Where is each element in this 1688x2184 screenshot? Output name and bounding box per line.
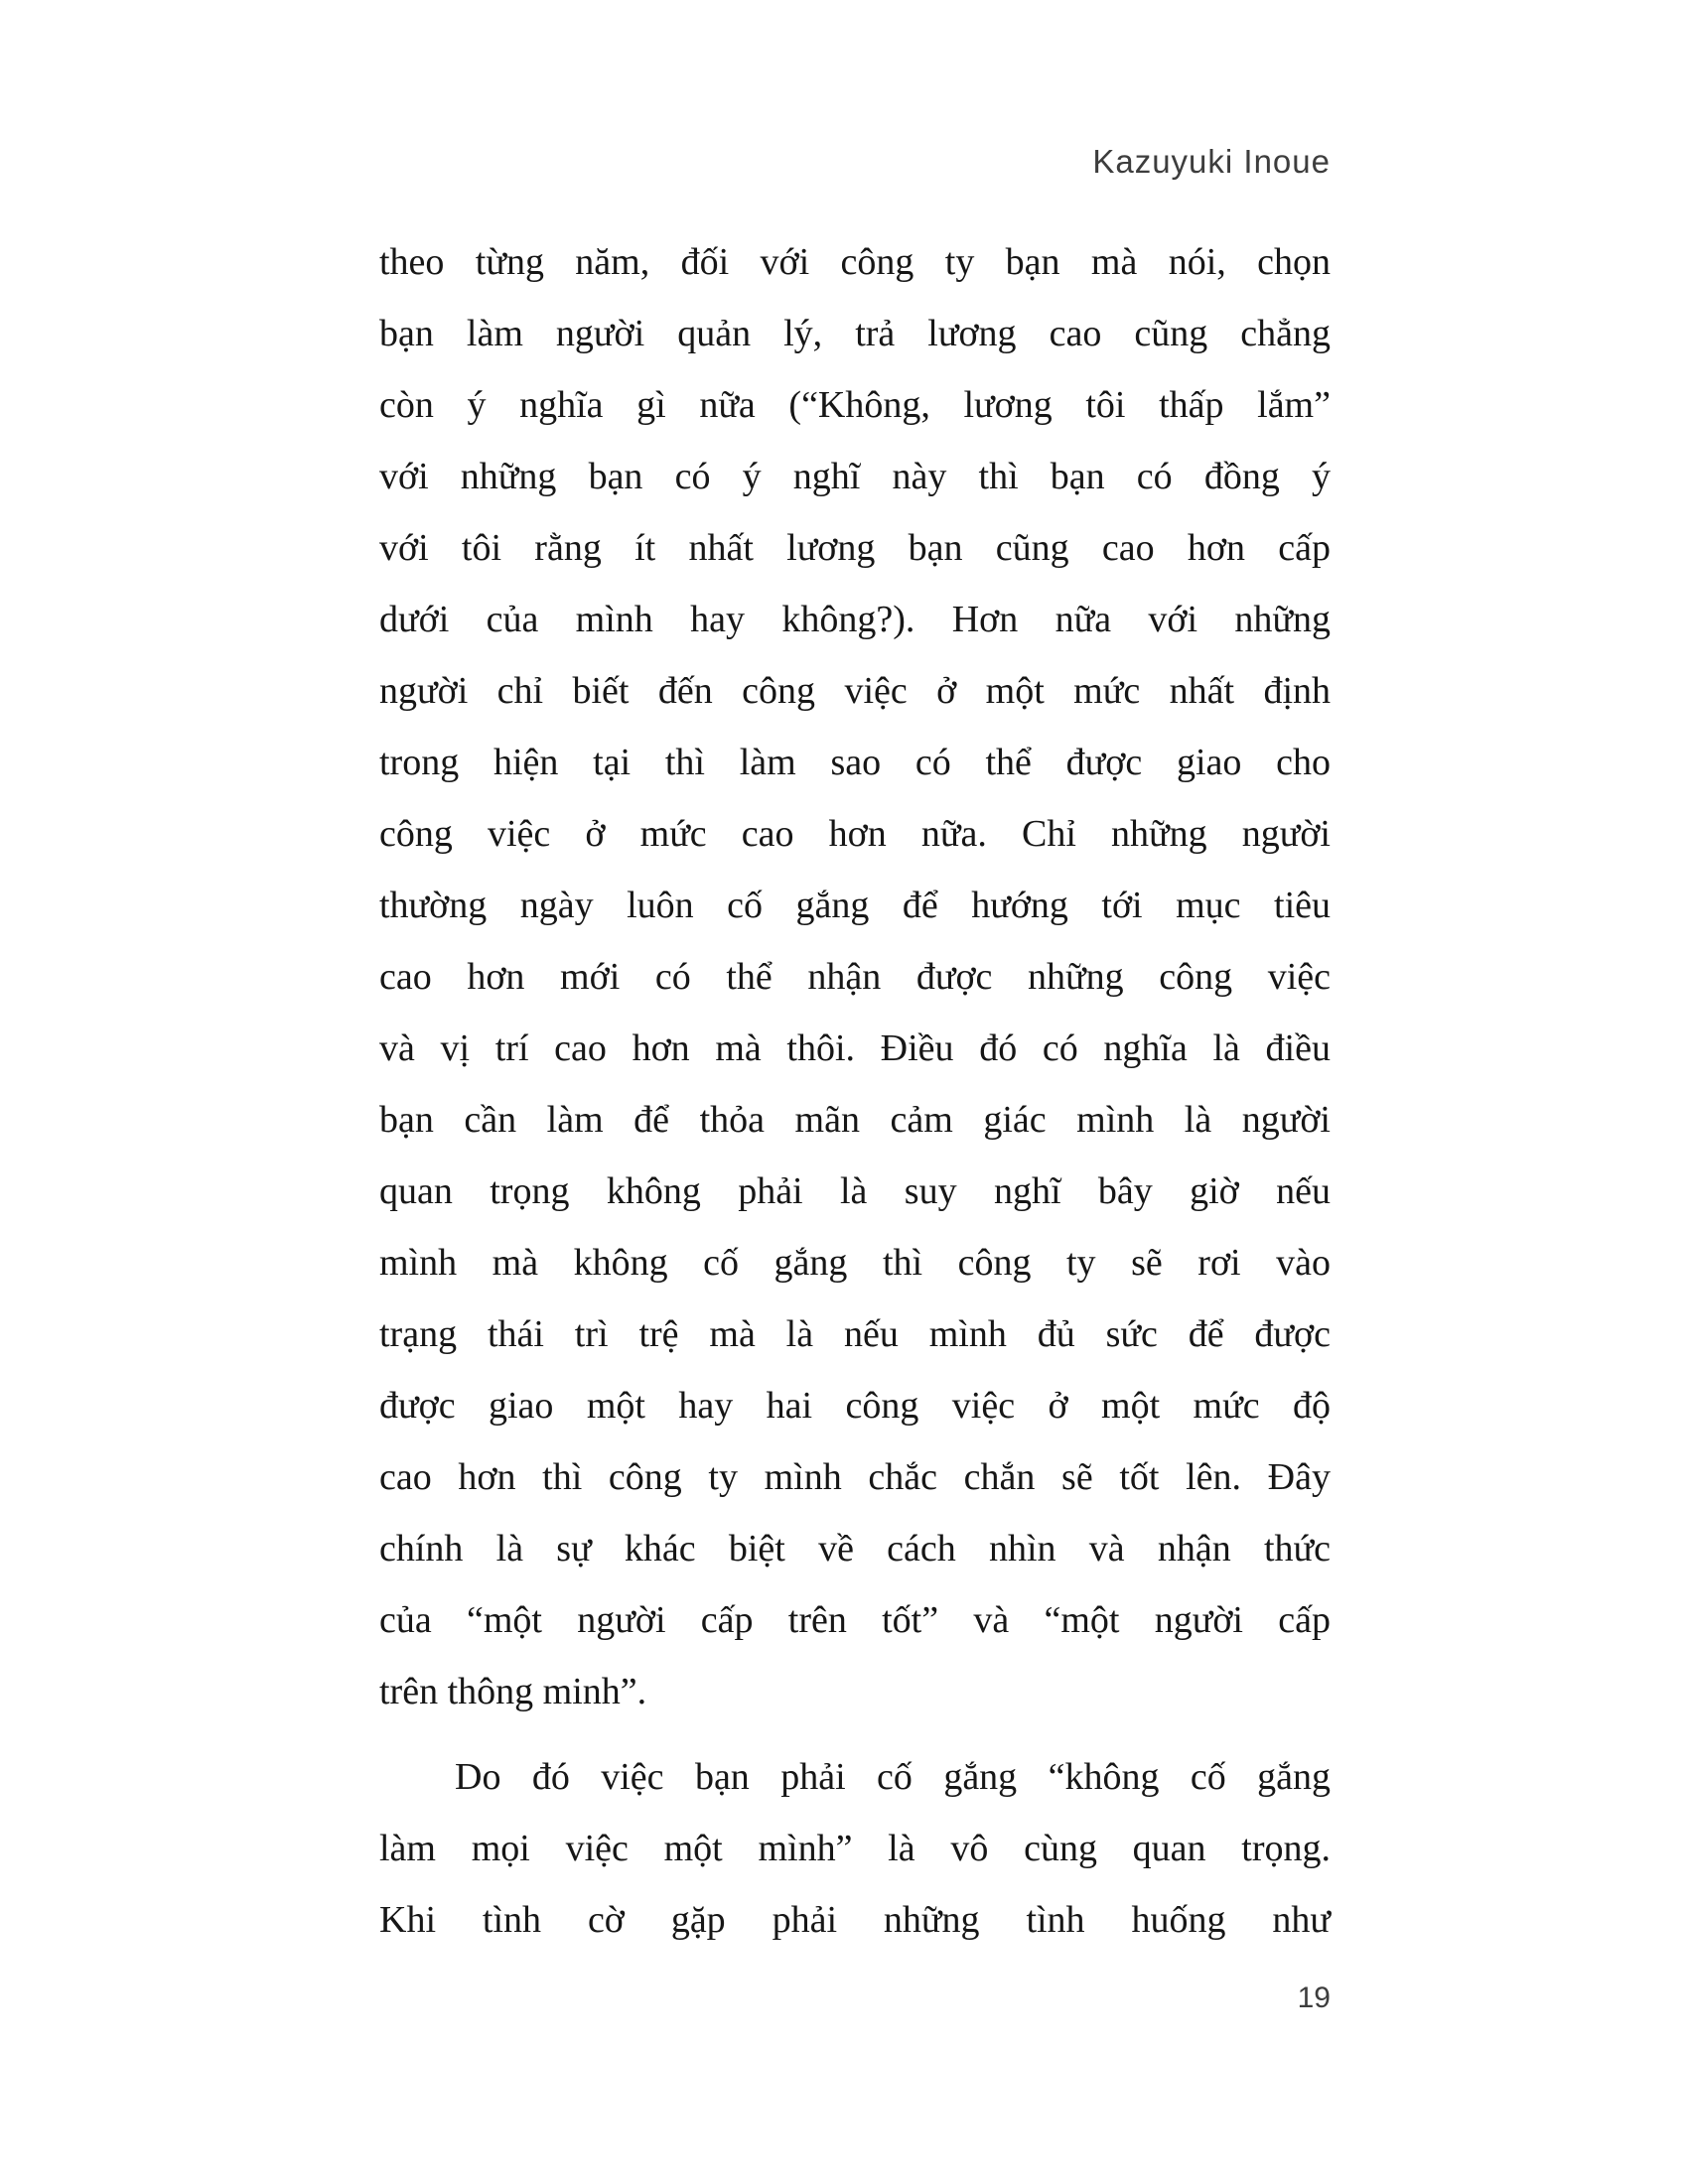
text-line: Do đó việc bạn phải cố gắng “không cố gắng [455,1756,1331,1798]
text-line: bạn làm người quản lý, trả lương cao cũng chẳng [379,313,1331,354]
text-line: quan trọng không phải là suy nghĩ bây giờ nếu [379,1170,1331,1212]
text-line: cao hơn thì công ty mình chắc chắn sẽ tốt lên. Đây [379,1456,1331,1498]
text-line: bạn cần làm để thỏa mãn cảm giác mình là người [379,1099,1331,1141]
paragraph [379,1741,1331,1956]
body-text-block [379,226,1331,1956]
text-line: làm mọi việc một mình” là vô cùng quan trọng. [379,1828,1331,1869]
text-line: người chỉ biết đến công việc ở một mức nhất định [379,670,1331,712]
text-line: dưới của mình hay không?). Hơn nữa với những [379,599,1331,640]
text-line: với những bạn có ý nghĩ này thì bạn có đồng ý [379,456,1331,497]
text-line: của “một người cấp trên tốt” và “một người cấp [379,1599,1331,1641]
text-line: mình mà không cố gắng thì công ty sẽ rơi vào [379,1242,1331,1284]
text-line: được giao một hay hai công việc ở một mức độ [379,1385,1331,1427]
page-number: 19 [1297,1981,1331,2014]
text-line: và vị trí cao hơn mà thôi. Điều đó có nghĩa là điều [379,1027,1331,1069]
text-line: trong hiện tại thì làm sao có thể được giao cho [379,742,1331,783]
text-line: với tôi rằng ít nhất lương bạn cũng cao hơn cấp [379,527,1331,569]
text-line: còn ý nghĩa gì nữa (“Không, lương tôi thấp lắm” [379,384,1331,426]
text-line: chính là sự khác biệt về cách nhìn và nhận thức [379,1528,1331,1570]
text-line: trên thông minh”. [379,1671,647,1712]
text-line: theo từng năm, đối với công ty bạn mà nói, chọn [379,241,1331,283]
text-line: Khi tình cờ gặp phải những tình huống như [379,1899,1331,1941]
text-line: cao hơn mới có thể nhận được những công việc [379,956,1331,998]
text-line: công việc ở mức cao hơn nữa. Chỉ những người [379,813,1331,855]
text-line: thường ngày luôn cố gắng để hướng tới mục tiêu [379,885,1331,926]
running-header-author: Kazuyuki Inoue [1092,143,1331,180]
paragraph [379,226,1331,1727]
text-line: trạng thái trì trệ mà là nếu mình đủ sức để được [379,1313,1331,1355]
